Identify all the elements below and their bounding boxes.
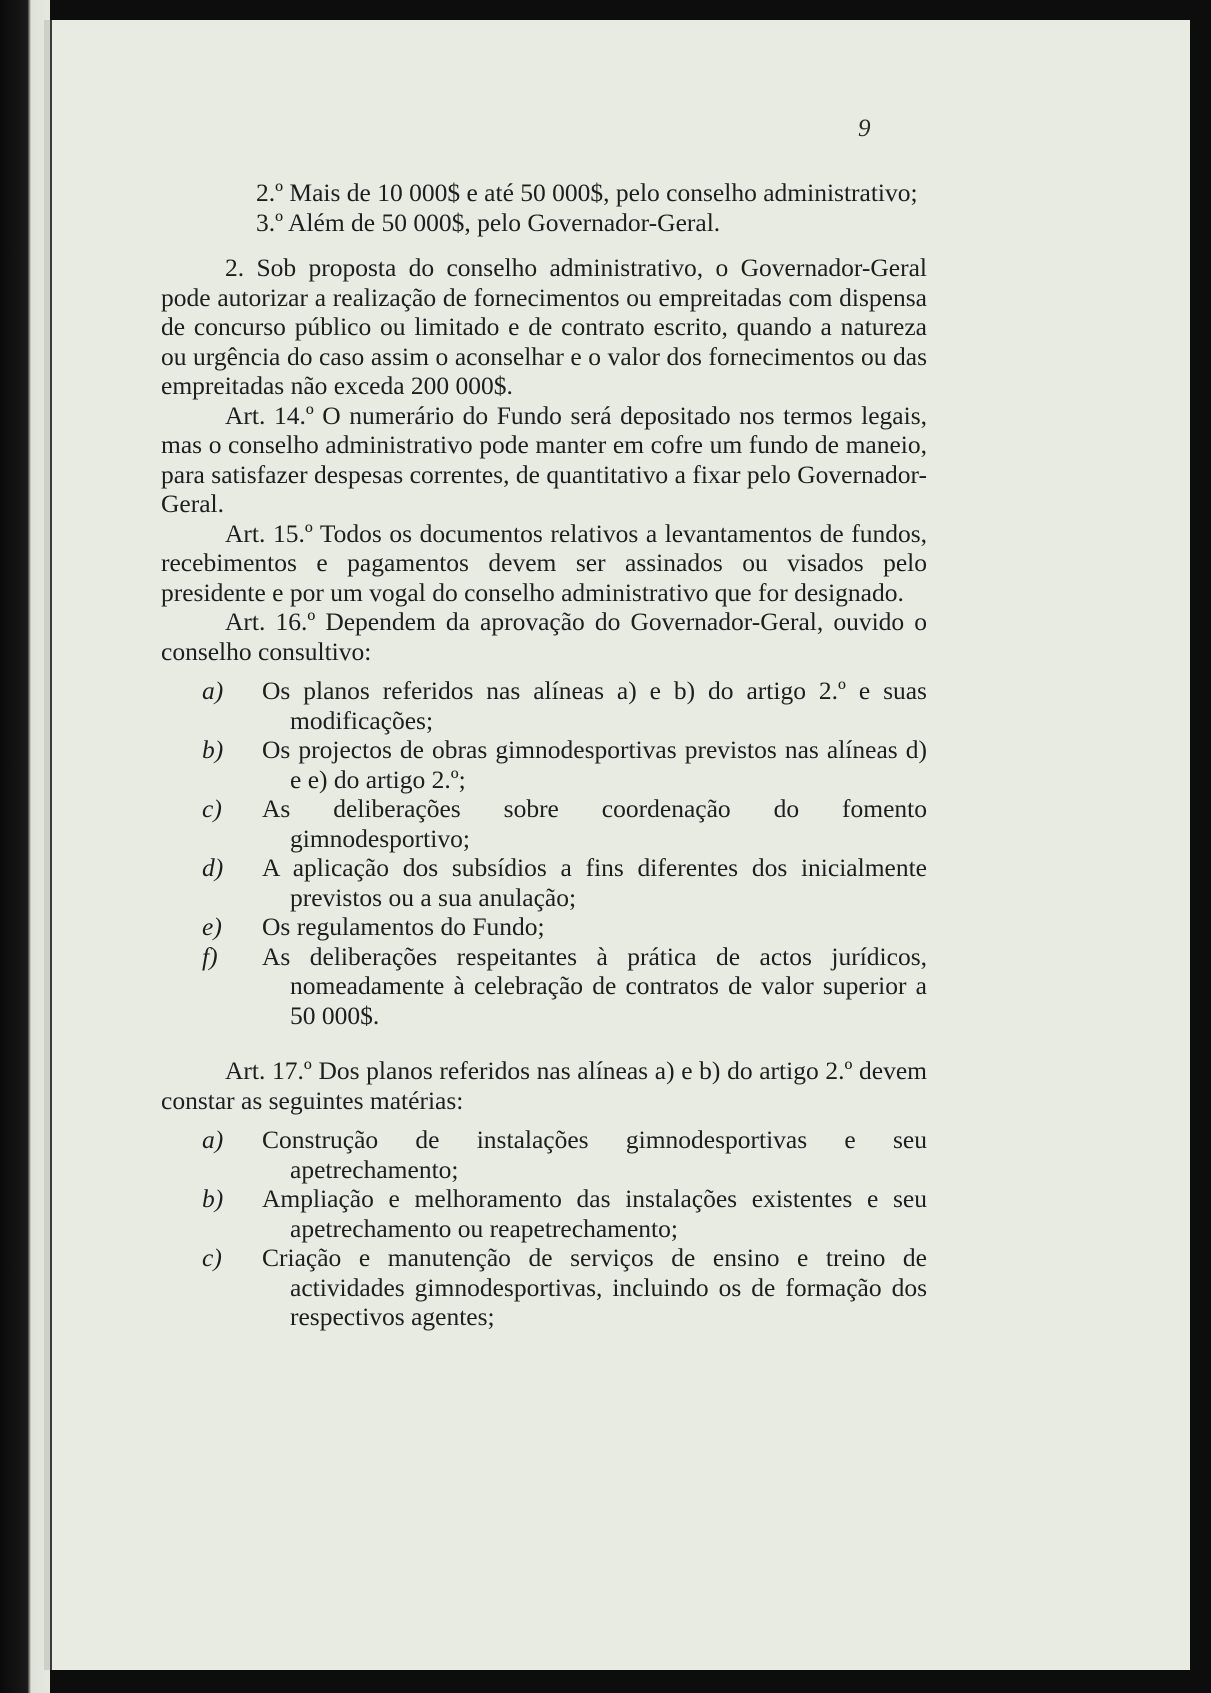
item-label: c) — [202, 1243, 222, 1272]
list-item — [161, 912, 927, 942]
item-label: 3.º — [256, 207, 284, 237]
item-text: A aplicação dos subsídios a fins diferentes dos inicialmente previstos ou a sua anulação; — [262, 853, 927, 912]
list-item — [161, 208, 927, 238]
item-label: b) — [202, 1184, 224, 1213]
article-16: Art. 16.º Dependem da aprovação do Governador-Geral, ouvido o conselho consultivo: — [161, 607, 927, 666]
page-number: 9 — [858, 115, 871, 142]
article-17: Art. 17.º Dos planos referidos nas alíneas a) e b) do artigo 2.º devem constar as seguintes matérias: — [161, 1056, 927, 1115]
item-text: Mais de 10 000$ e até 50 000$, pelo conselho administrativo; — [289, 178, 918, 207]
list-item — [161, 676, 927, 735]
item-text: Os projectos de obras gimnodesportivas previstos nas alíneas d) e e) do artigo 2.º; — [262, 735, 927, 794]
list-item — [161, 942, 927, 1031]
book-spine — [0, 0, 50, 1693]
article-16-list — [161, 676, 927, 1030]
paragraph-2: 2. Sob proposta do conselho administrativo, o Governador-Geral pode autorizar a realização de fornecimentos ou empreitadas com dispensa de concurso público ou limitado e de contrato escrito, quando a natureza ou urgência do caso assim o aconselhar e o valor dos fornecimentos ou das empreitadas não exceda 200 000$. — [161, 253, 927, 400]
list-item — [161, 735, 927, 794]
item-label: a) — [202, 676, 224, 705]
list-item — [161, 794, 927, 853]
list-item — [161, 853, 927, 912]
item-text: Os planos referidos nas alíneas a) e b) do artigo 2.º e suas modificações; — [262, 676, 927, 735]
item-label: e) — [202, 912, 222, 941]
item-text: As deliberações respeitantes à prática de actos jurídicos, nomeadamente à celebração de contratos de valor superior a 50 000$. — [262, 941, 927, 1030]
item-text: As deliberações sobre coordenação do fomento gimnodesportivo; — [262, 794, 927, 853]
article-14: Art. 14.º O numerário do Fundo será depositado nos termos legais, mas o conselho administrativo pode manter em cofre um fundo de maneio, para satisfazer despesas correntes, de quantitativo a fixar pelo Governador-Geral. — [161, 400, 927, 518]
item-label: d) — [202, 853, 224, 882]
article-15: Art. 15.º Todos os documentos relativos a levantamentos de fundos, recebimentos e pagamentos devem ser assinados ou visados pelo presidente e por um vogal do conselho administrativo que for designado. — [161, 518, 927, 607]
top-list — [161, 178, 927, 237]
list-item — [161, 1184, 927, 1243]
item-text: Ampliação e melhoramento das instalações existentes e seu apetrechamento ou reapetrechamento; — [262, 1184, 927, 1243]
item-text: Além de 50 000$, pelo Governador-Geral. — [288, 207, 721, 237]
item-label: b) — [202, 735, 224, 764]
list-item — [161, 1125, 927, 1184]
item-label: 2.º — [256, 178, 284, 207]
item-label: f) — [202, 941, 218, 971]
list-item — [161, 1243, 927, 1332]
item-text: Criação e manutenção de serviços de ensino e treino de actividades gimnodesportivas, incluindo os de formação dos respectivos agentes; — [262, 1243, 927, 1331]
item-text: Construção de instalações gimnodesportivas e seu apetrechamento; — [262, 1125, 927, 1184]
article-17-list — [161, 1125, 927, 1332]
item-label: c) — [202, 794, 222, 823]
document-body — [161, 80, 927, 1332]
item-text: Os regulamentos do Fundo; — [262, 912, 545, 941]
page-edge — [44, 20, 50, 1670]
list-item — [161, 178, 927, 208]
item-label: a) — [202, 1125, 224, 1154]
